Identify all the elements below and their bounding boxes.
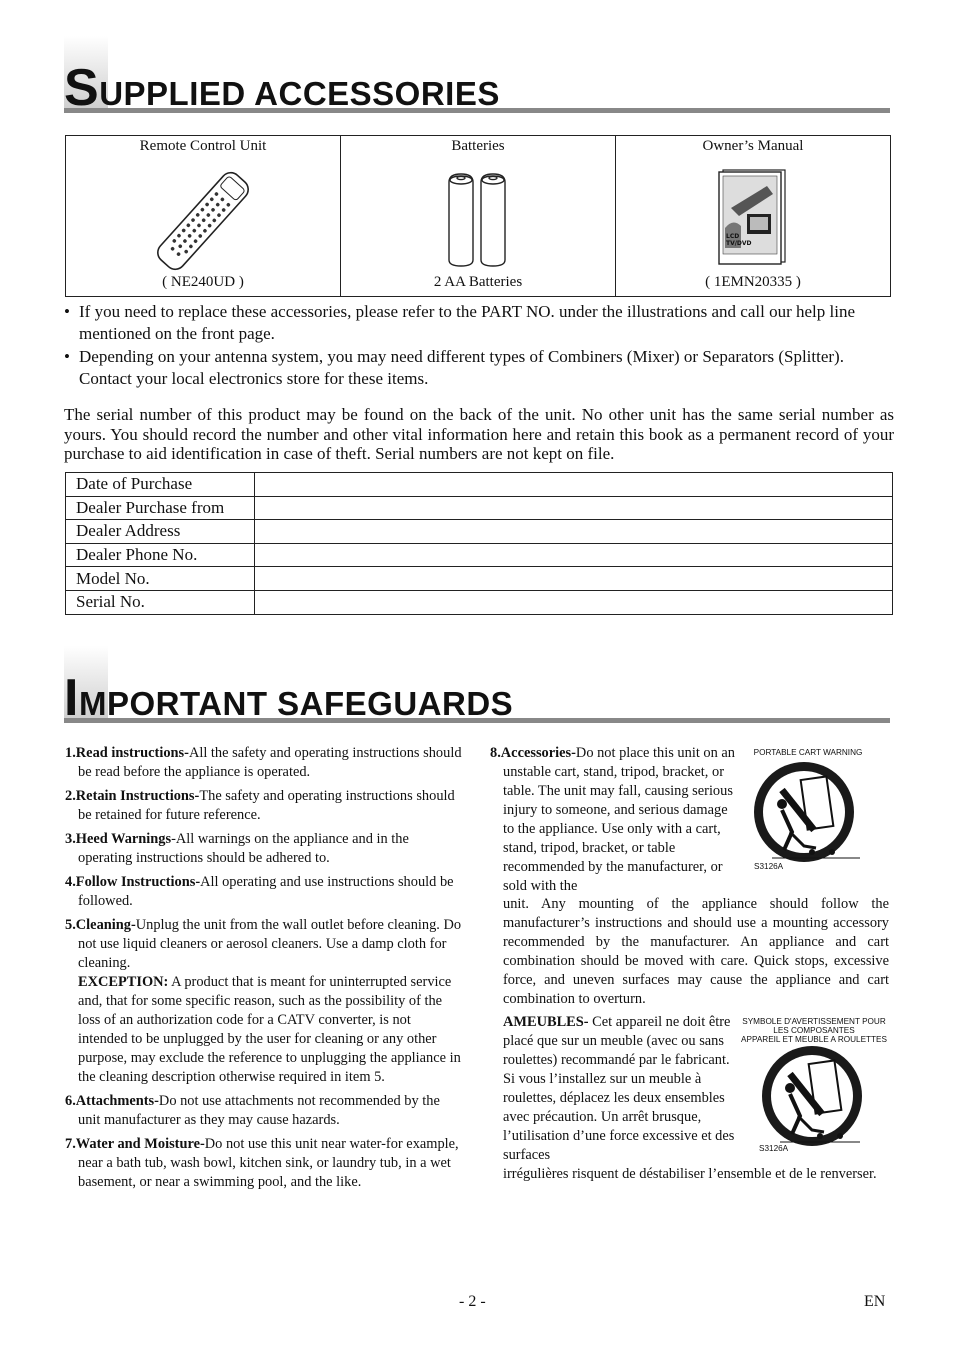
title-rest: UPPLIED ACCESSORIES — [99, 75, 500, 112]
accessory-part-number: ( NE240UD ) — [162, 274, 244, 290]
record-label: Serial No. — [66, 590, 255, 614]
batteries-icon — [443, 170, 513, 270]
table-row — [66, 520, 893, 544]
manual-cover-lcd: LCD — [726, 233, 740, 240]
accessory-batteries — [341, 136, 616, 296]
section-title-important-safeguards — [64, 646, 890, 727]
exception-paragraph: EXCEPTION: A product that is meant for uninterrupted service and, that for some specific reason, such as the possibility of the loss of an authorization code for a CATV converter, is not intended to be unplugged by the user for cleaning or any other purpose, may exclude the reference to unplugging the appliance in the cleaning description otherwise required in item 5. — [78, 974, 461, 1085]
cart-warning-code: S3126A — [754, 862, 784, 871]
bullet-icon: • — [64, 302, 70, 321]
remote-control-icon — [148, 166, 258, 276]
serial-number-paragraph: The serial number of this product may be found on the back of the unit. No other unit has the same serial number as yours. You should record the number and other vital information here and retain this book as a permanent record of your purchase to aid identification in case of theft. Serial numbers are not kept on file. — [64, 405, 894, 463]
owners-manual-icon — [717, 168, 789, 266]
section-title-supplied-accessories — [64, 36, 890, 117]
table-row — [66, 473, 893, 497]
safeguard-item-8-wide: unit. Any mounting of the appliance should follow the manufacturer’s instructions and should use a mounting accessory recommended by the manufacturer. An appliance and cart combination should be moved with care. Quick stops, excessive force, and uneven surfaces may cause the appliance and cart combination to overturn. — [503, 896, 889, 1007]
record-label: Date of Purchase — [66, 473, 255, 497]
table-row — [66, 590, 893, 614]
cart-warning-fr-title: SYMBOLE D'AVERTISSEMENT POUR LES COMPOSANTES APPAREIL ET MEUBLE A ROULETTES — [741, 1017, 887, 1044]
safeguard-item-8-narrow: 8.Accessories-Do not place this unit on an unstable cart, stand, tripod, bracket, or table. The unit may fall, causing serious injury to someone, and serious damage to the appliance. Use only with a cart, stand, tripod, bracket, or table recommended by the manufacturer, or sold with the — [490, 745, 735, 894]
record-label: Dealer Phone No. — [66, 543, 255, 567]
safeguard-item: 6.Attachments-Do not use attachments not recommended by the unit manufacturer as they may cause hazards. — [65, 1093, 440, 1128]
cart-warning-title: PORTABLE CART WARNING — [753, 748, 863, 757]
accessories-table — [65, 135, 891, 297]
cart-warning-icon — [752, 760, 862, 872]
title-rest: MPORTANT SAFEGUARDS — [78, 685, 514, 722]
record-value-field[interactable] — [255, 590, 893, 614]
accessory-label: Batteries — [451, 138, 505, 154]
safeguards-left-column — [65, 744, 463, 1197]
ameubles-paragraph-wide: irrégulières risquent de déstabiliser l’ensemble et de le renverser. — [503, 1166, 877, 1182]
safeguard-item: 5.Cleaning-Unplug the unit from the wall outlet before cleaning. Do not use liquid cleaners or aerosol cleaners. Use a damp cloth for cleaning. EXCEPTION: A product that is meant for uninterrupted service and, that for some specific reason, such as the possibility of the loss of an authorization code for a CATV converter, is not intended to be unplugged by the user for cleaning or any other purpose, may exclude the reference to unplugging the appliance in the cleaning description otherwise required in item 5. — [65, 917, 462, 1085]
accessory-label: Remote Control Unit — [139, 138, 267, 154]
table-row — [66, 543, 893, 567]
record-value-field[interactable] — [255, 543, 893, 567]
title-initial: I — [64, 669, 79, 727]
accessory-notes — [64, 301, 894, 391]
record-label: Model No. — [66, 567, 255, 591]
accessory-part-number: ( 1EMN20335 ) — [705, 274, 801, 290]
safeguard-item: 7.Water and Moisture-Do not use this unit near water-for example, near a bath tub, wash bowl, kitchen sink, or laundry tub, in a wet basement, or near a swimming pool, and the like. — [65, 1136, 459, 1190]
record-value-field[interactable] — [255, 520, 893, 544]
purchase-record-table — [65, 472, 893, 615]
accessory-label: Owner’s Manual — [702, 138, 804, 154]
ameubles-paragraph-narrow: AMEUBLES- Cet appareil ne doit être placé que sur un meuble (avec ou sans roulettes) recommandé par le fabricant. Si vous l’installez sur un meuble à roulettes, déplacez les deux ensembles avec précaution. Un arrêt brusque, l’utilisation d’une force excessive et des surfaces — [503, 1014, 735, 1163]
table-row — [66, 496, 893, 520]
safeguard-item: 1.Read instructions-All the safety and operating instructions should be read before the appliance is operated. — [65, 745, 462, 780]
safeguard-item: 3.Heed Warnings-All warnings on the appliance and in the operating instructions should be adhered to. — [65, 831, 409, 866]
cart-warning-fr-code: S3126A — [759, 1144, 789, 1153]
manual-cover-tvdvd: TV/DVD — [726, 240, 752, 247]
title-initial: S — [64, 59, 100, 117]
safeguard-item: 4.Follow Instructions-All operating and use instructions should be followed. — [65, 874, 454, 909]
safeguard-item: 2.Retain Instructions-The safety and operating instructions should be retained for future reference. — [65, 788, 455, 823]
note-bullet: • Depending on your antenna system, you may need different types of Combiners (Mixer) or Separators (Splitter). Contact your local electronics store for these items. — [64, 347, 844, 388]
page-number: - 2 - — [459, 1293, 486, 1310]
record-value-field[interactable] — [255, 567, 893, 591]
accessory-remote — [66, 136, 341, 296]
language-tag: EN — [864, 1293, 886, 1310]
record-value-field[interactable] — [255, 473, 893, 497]
accessory-part-number: 2 AA Batteries — [433, 274, 523, 290]
record-label: Dealer Purchase from — [66, 496, 255, 520]
record-value-field[interactable] — [255, 496, 893, 520]
note-bullet: • If you need to replace these accessories, please refer to the PART NO. under the illustrations and call our help line mentioned on the front page. — [64, 302, 856, 343]
bullet-icon: • — [64, 347, 70, 366]
accessory-manual — [616, 136, 890, 296]
table-row — [66, 567, 893, 591]
cart-warning-fr-icon — [756, 1042, 866, 1154]
record-label: Dealer Address — [66, 520, 255, 544]
